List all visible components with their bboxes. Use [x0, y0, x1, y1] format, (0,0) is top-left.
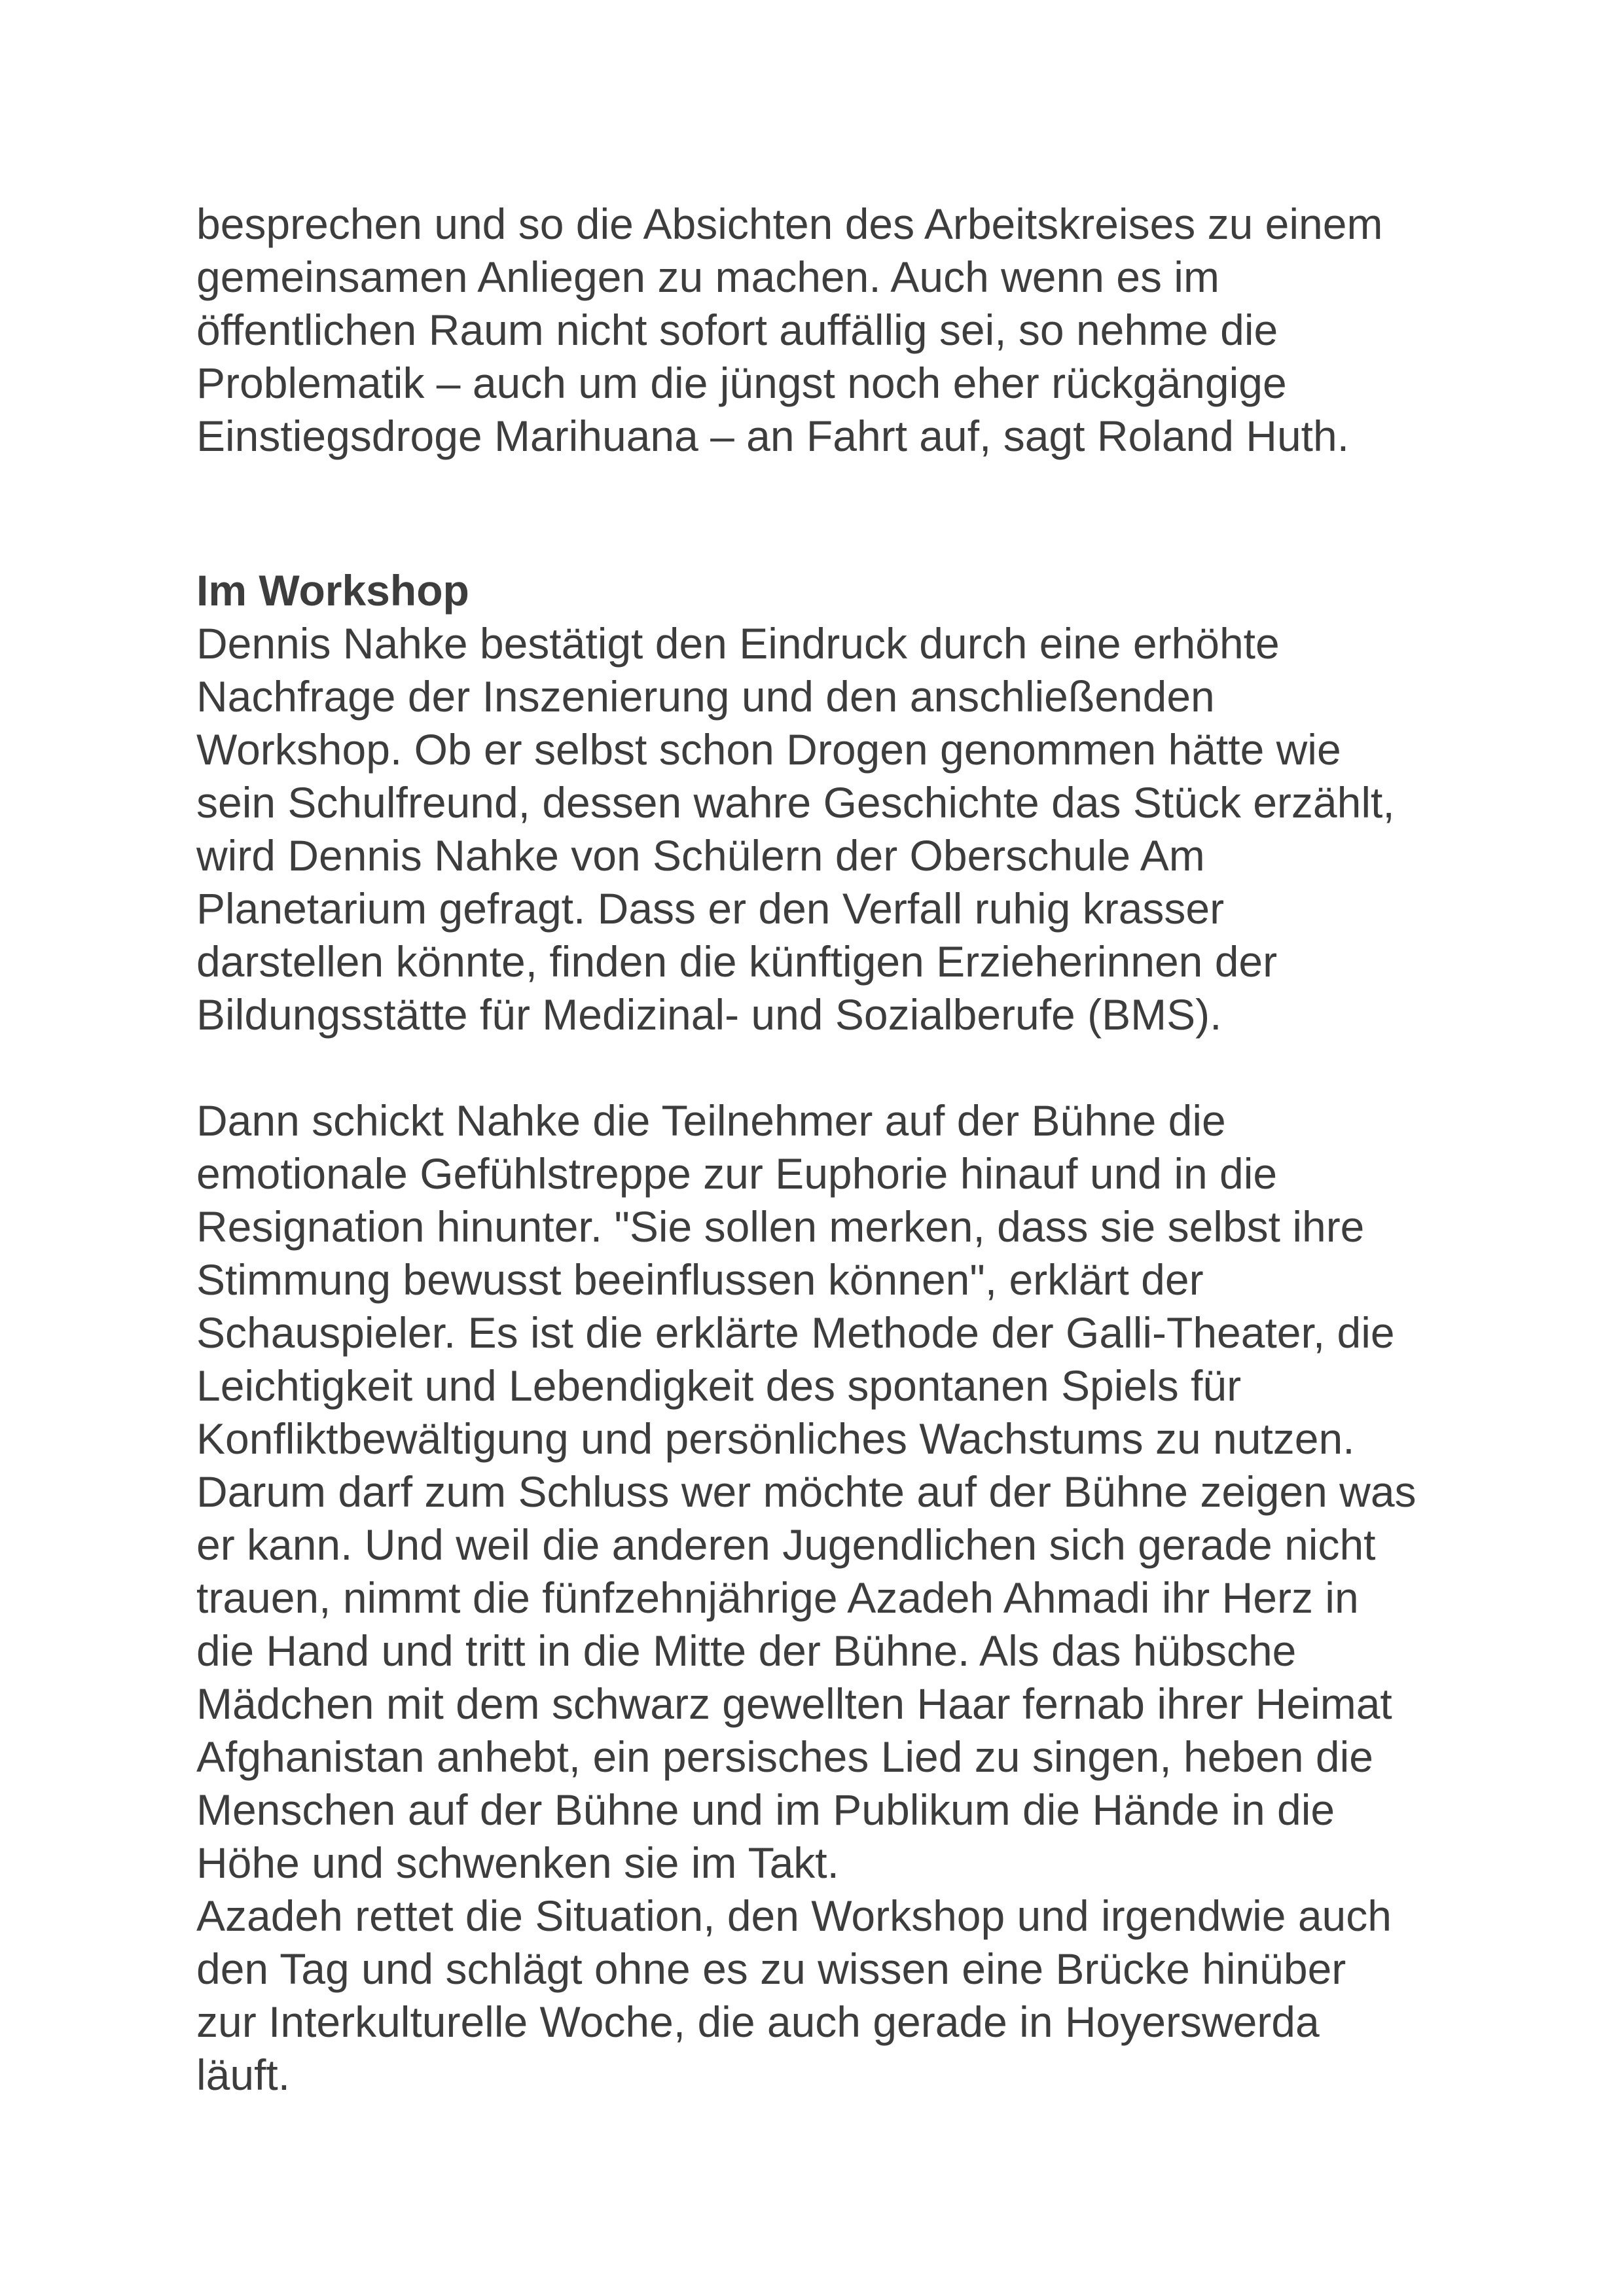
section-heading: Im Workshop: [196, 566, 469, 615]
text-line: Darum darf zum Schluss wer möchte auf der Bühne zeigen was: [196, 1467, 1416, 1516]
text-line: Höhe und schwenken sie im Takt.: [196, 1839, 839, 1887]
text-line: er kann. Und weil die anderen Jugendlichen sich gerade nicht: [196, 1520, 1376, 1569]
text-line: darstellen könnte, finden die künftigen Erzieherinnen der: [196, 937, 1278, 986]
text-line: läuft.: [196, 2051, 291, 2099]
text-line: emotionale Gefühlstreppe zur Euphorie hinauf und in die: [196, 1149, 1278, 1198]
text-line: Resignation hinunter. "Sie sollen merken, dass sie selbst ihre: [196, 1202, 1365, 1251]
text-line: trauen, nimmt die fünfzehnjährige Azadeh Ahmadi ihr Herz in: [196, 1573, 1359, 1622]
text-line: den Tag und schlägt ohne es zu wissen eine Brücke hinüber: [196, 1945, 1346, 1993]
paragraph-stage: [196, 1094, 1479, 2102]
text-line: Nachfrage der Inszenierung und den anschließenden: [196, 672, 1215, 721]
text-line: Bildungsstätte für Medizinal- und Sozialberufe (BMS).: [196, 990, 1222, 1039]
text-line: Workshop. Ob er selbst schon Drogen genommen hätte wie: [196, 725, 1341, 774]
text-line: sein Schulfreund, dessen wahre Geschichte das Stück erzählt,: [196, 778, 1395, 827]
text-line: Schauspieler. Es ist die erklärte Methode der Galli-Theater, die: [196, 1308, 1395, 1357]
text-line: Azadeh rettet die Situation, den Workshop und irgendwie auch: [196, 1892, 1392, 1940]
text-line: die Hand und tritt in die Mitte der Bühne. Als das hübsche: [196, 1626, 1297, 1675]
text-line: Dann schickt Nahke die Teilnehmer auf der Bühne die: [196, 1096, 1226, 1145]
text-line: Dennis Nahke bestätigt den Eindruck durch eine erhöhte: [196, 619, 1280, 668]
text-line: besprechen und so die Absichten des Arbeitskreises zu einem: [196, 200, 1383, 248]
text-line: öffentlichen Raum nicht sofort auffällig sei, so nehme die: [196, 306, 1278, 354]
text-line: wird Dennis Nahke von Schülern der Oberschule Am: [196, 831, 1205, 880]
text-line: zur Interkulturelle Woche, die auch gerade in Hoyerswerda: [196, 1998, 1320, 2046]
text-line: Einstiegsdroge Marihuana – an Fahrt auf, sagt Roland Huth.: [196, 412, 1350, 460]
text-line: Afghanistan anhebt, ein persisches Lied zu singen, heben die: [196, 1732, 1373, 1781]
text-line: Leichtigkeit und Lebendigkeit des spontanen Spiels für: [196, 1361, 1242, 1410]
text-line: Mädchen mit dem schwarz gewellten Haar fernab ihrer Heimat: [196, 1679, 1392, 1728]
text-line: Problematik – auch um die jüngst noch eher rückgängige: [196, 359, 1287, 407]
text-line: Konfliktbewältigung und persönliches Wachstums zu nutzen.: [196, 1414, 1355, 1463]
text-line: Stimmung bewusst beeinflussen können", erklärt der: [196, 1255, 1204, 1304]
section-workshop: [196, 564, 1479, 1041]
text-line: gemeinsamen Anliegen zu machen. Auch wenn es im: [196, 253, 1219, 301]
paragraph-intro: [196, 198, 1479, 463]
text-line: Menschen auf der Bühne und im Publikum die Hände in die: [196, 1785, 1335, 1834]
text-line: Planetarium gefragt. Dass er den Verfall ruhig krasser: [196, 884, 1225, 933]
